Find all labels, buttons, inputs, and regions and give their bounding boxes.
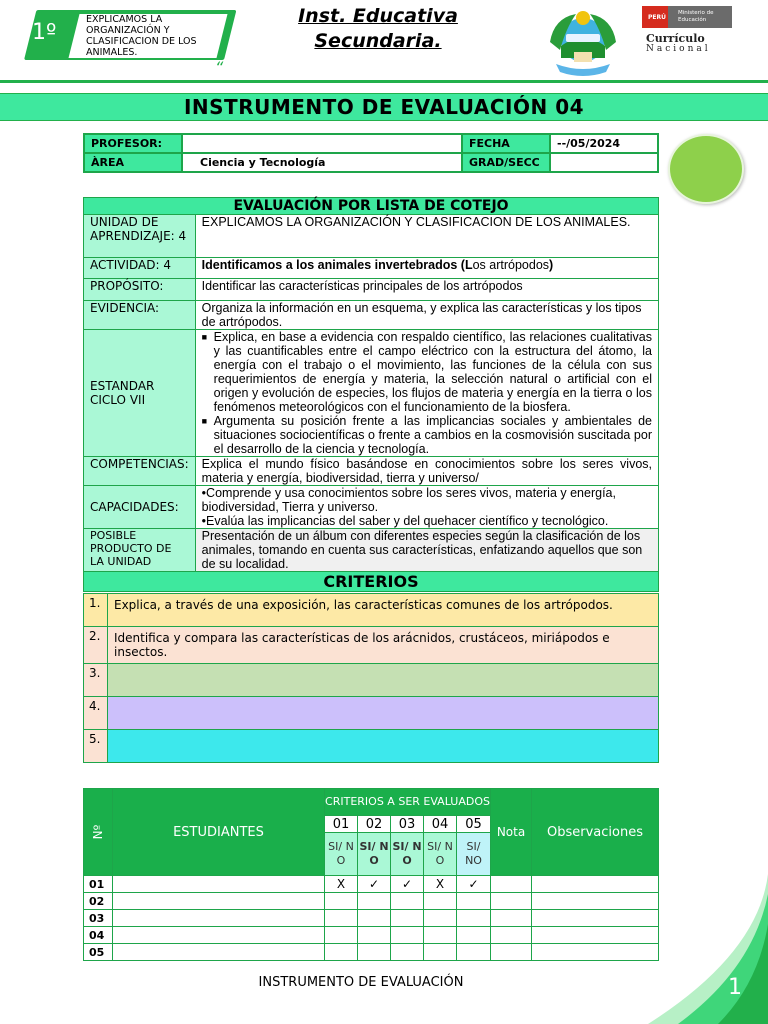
evidencia-value: Organiza la información en un esquema, y explica las características y los tipos de artrópodos. — [195, 301, 658, 330]
mark-04[interactable] — [424, 893, 457, 910]
footer-text: INSTRUMENTO DE EVALUACIÓN — [258, 975, 464, 990]
criteria-col-02: 02 — [358, 816, 391, 833]
criterios-table — [83, 593, 659, 763]
corner-decoration — [608, 874, 768, 1024]
student-number: 03 — [84, 910, 113, 927]
curriculo-text: Currículo — [646, 32, 705, 45]
mark-04[interactable] — [424, 944, 457, 961]
mark-03[interactable] — [391, 893, 424, 910]
student-row — [84, 927, 659, 944]
profesor-label: PROFESOR: — [84, 134, 182, 153]
competencia-label: COMPETENCIAS: — [84, 457, 196, 486]
mark-01[interactable] — [325, 910, 358, 927]
mark-03[interactable] — [391, 944, 424, 961]
school-title-line2: Secundaria. — [314, 30, 442, 52]
nota-header: Nota — [491, 789, 532, 876]
capacidades-label: CAPACIDADES: — [84, 486, 196, 529]
mark-02[interactable] — [358, 927, 391, 944]
area-label: ÀREA — [84, 153, 182, 172]
producto-value: Presentación de un álbum con diferentes especies según la clasificación de los animales, tomando en cuenta sus características, enfatizando aquellos que son de su localidad. — [195, 529, 658, 572]
observaciones-header: Observaciones — [532, 789, 659, 876]
student-row — [84, 910, 659, 927]
criterio-text[interactable] — [108, 697, 659, 730]
page-number: 1 — [728, 975, 742, 1000]
student-number: 05 — [84, 944, 113, 961]
actividad-label: ACTIVIDAD: 4 — [84, 258, 196, 279]
criterio-number: 2. — [84, 627, 108, 664]
mark-02[interactable] — [358, 910, 391, 927]
criterio-text: Explica, a través de una exposición, las características comunes de los artrópodos. — [108, 594, 659, 627]
mark-03[interactable] — [391, 910, 424, 927]
si-no-01: SI/ N O — [325, 833, 358, 876]
student-row — [84, 893, 659, 910]
capacidad-item-1: •Comprende y usa conocimientos sobre los seres vivos, materia y energía, biodiversidad, Tierra y universo. — [201, 486, 616, 514]
si-no-04: SI/ N O — [424, 833, 457, 876]
student-number: 04 — [84, 927, 113, 944]
fecha-label: FECHA — [462, 134, 550, 153]
mark-05[interactable] — [457, 944, 491, 961]
grade-number: 1º — [32, 20, 57, 45]
criterio-text: Identifica y compara las características de los arácnidos, crustáceos, miriápodos e insectos. — [108, 627, 659, 664]
mark-02[interactable] — [358, 944, 391, 961]
mark-01[interactable] — [325, 893, 358, 910]
students-table — [83, 788, 659, 961]
estandar-item-1: ■ Explica, en base a evidencia con respaldo científico, las relaciones cualitativas y las cuantificables entre el campo eléctrico con la estructura del átomo, la energía con el trabajo o el movimiento, las funciones de la célula con sus requerimientos de energía y materia, la selección natural o artificial con el origen y evolución de especies, los flujos de materia y energía en la tierra o los fenómenos meteorológicos con el funcionamiento de la biosfera. — [202, 330, 652, 414]
actividad-value — [195, 258, 658, 279]
criteria-header: CRITERIOS A SER EVALUADOS — [325, 789, 491, 816]
evaluation-table — [83, 197, 659, 592]
score-circle — [668, 134, 744, 204]
school-title — [268, 4, 488, 54]
estandar-list — [202, 330, 652, 456]
header-divider — [0, 80, 768, 83]
si-no-05: SI/ NO — [457, 833, 491, 876]
unidad-value: EXPLICAMOS LA ORGANIZACIÓN Y CLASIFICACION DE LOS ANIMALES. — [195, 215, 658, 258]
minedu-name: Ministerio de Educación — [678, 10, 714, 23]
mark-02[interactable] — [358, 893, 391, 910]
student-name[interactable] — [113, 876, 325, 893]
minedu-country: PERÚ — [648, 14, 666, 21]
criterio-number: 1. — [84, 594, 108, 627]
criteria-col-04: 04 — [424, 816, 457, 833]
student-nota[interactable] — [491, 876, 532, 893]
criterio-text[interactable] — [108, 730, 659, 763]
criterio-number: 5. — [84, 730, 108, 763]
evaluation-header: EVALUACIÓN POR LISTA DE COTEJO — [84, 198, 659, 215]
criterio-number: 3. — [84, 664, 108, 697]
criterio-number: 4. — [84, 697, 108, 730]
mark-04[interactable] — [424, 910, 457, 927]
student-nota[interactable] — [491, 893, 532, 910]
mark-05[interactable]: ✓ — [457, 876, 491, 893]
students-header: ESTUDIANTES — [113, 789, 325, 876]
mark-03[interactable]: ✓ — [391, 876, 424, 893]
criteria-col-03: 03 — [391, 816, 424, 833]
estandar-item-2: ■ Argumenta su posición frente a las implicancias sociales y ambientales de situaciones sociocientíficas o frente a cambios en la cosmovisión suscitada por el desarrollo de la ciencia y tecnología. — [202, 414, 652, 456]
capacidad-item-2: •Evalúa las implicancias del saber y del quehacer científico y tecnológico. — [201, 514, 609, 528]
actividad-close: ) — [549, 258, 554, 272]
student-number: 02 — [84, 893, 113, 910]
mark-05[interactable] — [457, 910, 491, 927]
grad-label: GRAD/SECC — [462, 153, 550, 172]
num-header-text: Nº — [91, 824, 105, 840]
student-number: 01 — [84, 876, 113, 893]
school-title-line1: Inst. Educativa — [298, 5, 458, 27]
profesor-field[interactable] — [182, 134, 462, 153]
si-no-03: SI/ N O — [391, 833, 424, 876]
area-field[interactable]: Ciencia y Tecnología — [182, 153, 462, 172]
capacidades-value — [195, 486, 658, 529]
quote-mark: “ — [215, 58, 224, 77]
student-nota[interactable] — [491, 927, 532, 944]
mark-04[interactable] — [424, 927, 457, 944]
actividad-bold: Identificamos a los animales invertebrados (L — [201, 258, 473, 272]
student-nota[interactable] — [491, 910, 532, 927]
minedu-peru-badge — [642, 6, 668, 28]
proposito-label: PROPÓSITO: — [84, 279, 196, 301]
mark-01[interactable] — [325, 927, 358, 944]
mark-05[interactable] — [457, 927, 491, 944]
student-name[interactable] — [113, 893, 325, 910]
criteria-col-01: 01 — [325, 816, 358, 833]
info-table — [83, 133, 659, 173]
student-nota[interactable] — [491, 944, 532, 961]
minedu-logo — [642, 4, 732, 56]
producto-label: POSIBLE PRODUCTO DE LA UNIDAD — [84, 529, 196, 572]
evidencia-label: EVIDENCIA: — [84, 301, 196, 330]
mark-04[interactable]: X — [424, 876, 457, 893]
estandar-value — [195, 330, 658, 457]
fecha-field[interactable]: --/05/2024 — [550, 134, 658, 153]
grade-banner — [24, 10, 228, 62]
si-no-02: SI/ N O — [358, 833, 391, 876]
proposito-value: Identificar las características principales de los artrópodos — [195, 279, 658, 301]
student-name[interactable] — [113, 927, 325, 944]
criterios-header: CRITERIOS — [84, 572, 659, 592]
unit-banner-text: EXPLICAMOS LA ORGANIZACIÓN Y CLASIFICACION DE LOS ANIMALES. — [86, 14, 197, 58]
student-row — [84, 876, 659, 893]
grad-field[interactable] — [550, 153, 658, 172]
unidad-label: UNIDAD DE APRENDIZAJE: 4 — [84, 215, 196, 258]
competencia-value: Explica el mundo físico basándose en conocimientos sobre los seres vivos, materia y energía, biodiversidad, tierra y universo/ — [195, 457, 658, 486]
num-header — [84, 789, 113, 876]
mark-01[interactable] — [325, 944, 358, 961]
mark-01[interactable]: X — [325, 876, 358, 893]
student-name[interactable] — [113, 944, 325, 961]
mark-05[interactable] — [457, 893, 491, 910]
nacional-text: Nacional — [646, 44, 711, 54]
school-emblem-icon — [546, 8, 620, 78]
document-title: INSTRUMENTO DE EVALUACIÓN 04 — [183, 95, 585, 119]
estandar-label: ESTANDAR CICLO VII — [84, 330, 196, 457]
student-row — [84, 944, 659, 961]
student-name[interactable] — [113, 910, 325, 927]
mark-03[interactable] — [391, 927, 424, 944]
mark-02[interactable]: ✓ — [358, 876, 391, 893]
actividad-normal: os artrópodos — [472, 258, 550, 272]
criterio-text[interactable] — [108, 664, 659, 697]
criteria-col-05: 05 — [457, 816, 491, 833]
